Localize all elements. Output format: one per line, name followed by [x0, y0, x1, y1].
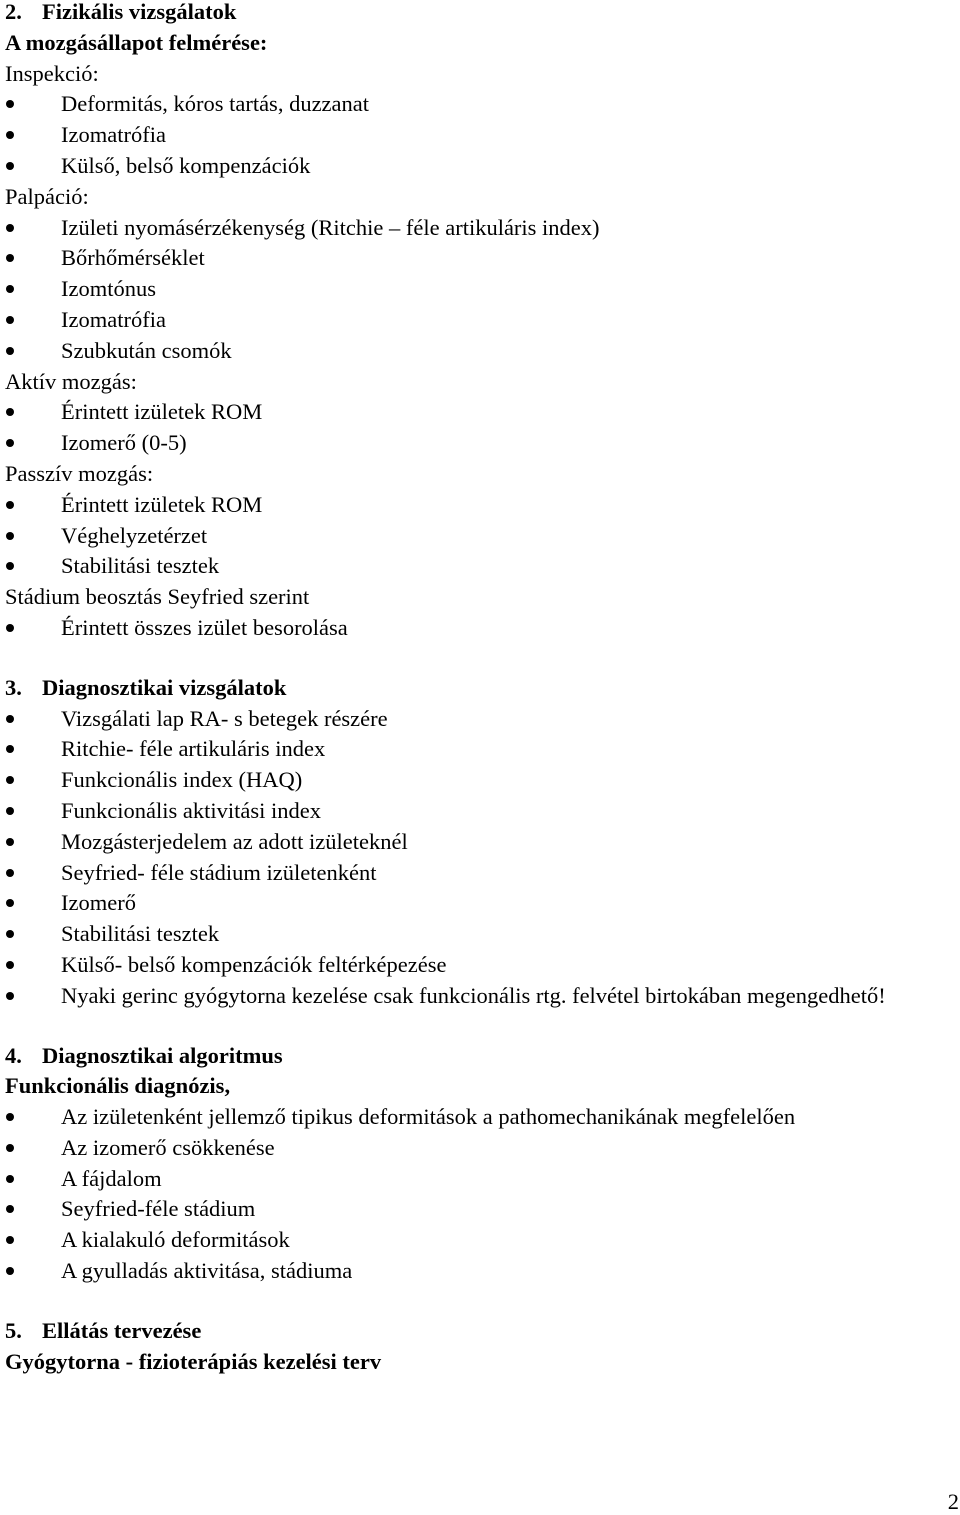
aktiv-mozgas-label: Aktív mozgás: — [5, 368, 137, 394]
bullet-icon — [6, 408, 14, 416]
list-item: A fájdalom — [5, 1164, 960, 1195]
passziv-mozgas-label: Passzív mozgás: — [5, 460, 154, 486]
diagnosztikai-vizsgalatok-list — [5, 704, 960, 1012]
section-2-subheading: A mozgásállapot felmérése: — [5, 29, 268, 55]
bullet-icon — [6, 624, 14, 632]
bullet-icon — [6, 1236, 14, 1244]
section-2-number: 2. — [5, 0, 22, 24]
section-3-number: 3. — [5, 674, 22, 700]
list-item: Seyfried- féle stádium izületenként — [5, 858, 960, 889]
bullet-icon — [6, 562, 14, 570]
list-item: Stabilitási tesztek — [5, 919, 960, 950]
list-item-wrapped: Nyaki gerinc gyógytorna kezelése csak funkcionális rtg. felvétel birtokában megengedhető! — [5, 981, 960, 1012]
bullet-icon — [6, 1144, 14, 1152]
bullet-icon — [6, 1175, 14, 1183]
bullet-icon — [6, 776, 14, 784]
list-item: Izomerő — [5, 888, 960, 919]
list-item: Külső- belső kompenzációk feltérképezése — [5, 950, 960, 981]
stadium-list — [5, 613, 960, 644]
list-item: A kialakuló deformitások — [5, 1225, 960, 1256]
bullet-icon — [6, 285, 14, 293]
list-item: Deformitás, kóros tartás, duzzanat — [5, 89, 960, 120]
list-item: Izomatrófia — [5, 305, 960, 336]
funkcionalis-diagnozis-list — [5, 1102, 960, 1287]
bullet-icon — [6, 992, 14, 1000]
inspekcio-list — [5, 89, 960, 181]
bullet-icon — [6, 254, 14, 262]
bullet-icon — [6, 162, 14, 170]
list-item: Izomatrófia — [5, 120, 960, 151]
bullet-icon — [6, 316, 14, 324]
list-item: Bőrhőmérséklet — [5, 243, 960, 274]
list-item: Érintett összes izület besorolása — [5, 613, 960, 644]
list-item: Mozgásterjedelem az adott izületeknél — [5, 827, 960, 858]
list-item: Érintett izületek ROM — [5, 490, 960, 521]
bullet-icon — [6, 838, 14, 846]
bullet-icon — [6, 899, 14, 907]
bullet-icon — [6, 501, 14, 509]
stadium-label: Stádium beosztás Seyfried szerint — [5, 584, 310, 610]
section-3-title: Diagnosztikai vizsgálatok — [42, 674, 287, 700]
list-item: Külső, belső kompenzációk — [5, 151, 960, 182]
list-item: Seyfried-féle stádium — [5, 1194, 960, 1225]
bullet-icon — [6, 131, 14, 139]
list-item: Funkcionális index (HAQ) — [5, 765, 960, 796]
list-item: Szubkután csomók — [5, 336, 960, 367]
bullet-icon — [6, 224, 14, 232]
list-item: Vizsgálati lap RA- s betegek részére — [5, 704, 960, 735]
list-item: Ritchie- féle artikuláris index — [5, 734, 960, 765]
list-item: Izomerő (0-5) — [5, 428, 960, 459]
inspekcio-label: Inspekció: — [5, 60, 99, 86]
section-2-heading — [5, 0, 960, 28]
list-item: A gyulladás aktivitása, stádiuma — [5, 1256, 960, 1287]
page-number: 2 — [947, 1489, 959, 1514]
aktiv-mozgas-list — [5, 397, 960, 459]
bullet-icon — [6, 1267, 14, 1275]
bullet-icon — [6, 869, 14, 877]
bullet-icon — [6, 961, 14, 969]
bullet-icon — [6, 745, 14, 753]
bullet-icon — [6, 439, 14, 447]
section-2-title: Fizikális vizsgálatok — [42, 0, 237, 24]
section-3-heading — [5, 673, 960, 704]
passziv-mozgas-list — [5, 490, 960, 582]
section-5-subheading: Gyógytorna - fizioterápiás kezelési terv — [5, 1348, 382, 1374]
section-4-subheading: Funkcionális diagnózis, — [5, 1073, 231, 1099]
bullet-icon — [6, 715, 14, 723]
palpacio-label: Palpáció: — [5, 183, 89, 209]
list-item: Izomtónus — [5, 274, 960, 305]
section-5-heading — [5, 1316, 960, 1347]
list-item: Stabilitási tesztek — [5, 551, 960, 582]
document-body — [5, 0, 960, 1377]
section-4-number: 4. — [5, 1042, 22, 1068]
section-5-number: 5. — [5, 1317, 22, 1343]
bullet-icon — [6, 347, 14, 355]
palpacio-list — [5, 213, 960, 367]
list-item: Az izomerő csökkenése — [5, 1133, 960, 1164]
section-4-title: Diagnosztikai algoritmus — [42, 1042, 283, 1068]
list-item: Érintett izületek ROM — [5, 397, 960, 428]
list-item: Véghelyzetérzet — [5, 521, 960, 552]
bullet-icon — [6, 930, 14, 938]
list-item: Funkcionális aktivitási index — [5, 796, 960, 827]
list-item: Az izületenként jellemző tipikus deformitások a pathomechanikának megfelelően — [5, 1102, 960, 1133]
bullet-icon — [6, 532, 14, 540]
bullet-icon — [6, 807, 14, 815]
bullet-icon — [6, 1113, 14, 1121]
section-5-title: Ellátás tervezése — [42, 1317, 202, 1343]
list-item: Izületi nyomásérzékenység (Ritchie – féle artikuláris index) — [5, 213, 960, 244]
bullet-icon — [6, 100, 14, 108]
section-4-heading — [5, 1041, 960, 1072]
bullet-icon — [6, 1205, 14, 1213]
